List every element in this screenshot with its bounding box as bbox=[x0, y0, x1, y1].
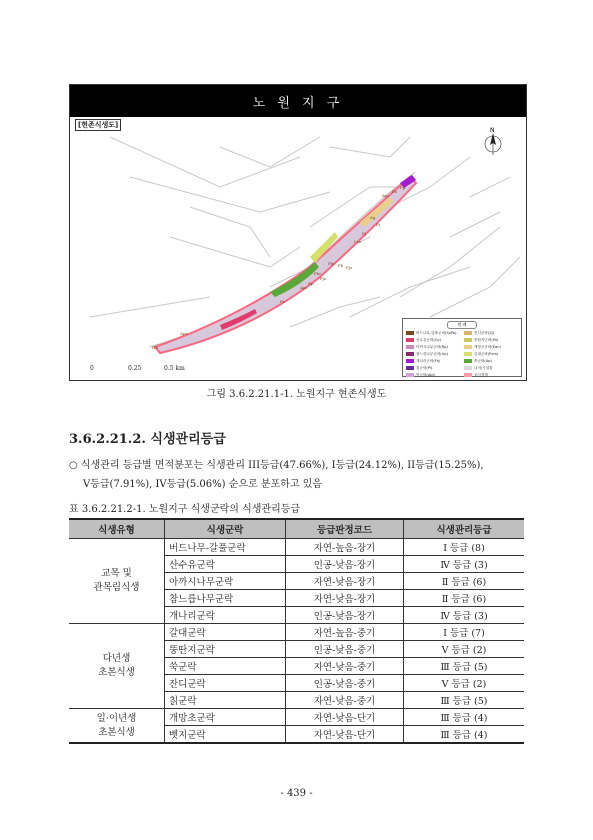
map-label: Pa bbox=[392, 189, 397, 194]
summary-line-2: V등급(7.91%), IV등급(5.06%) 순으로 분포하고 있음 bbox=[83, 479, 323, 490]
map-label: Phr bbox=[314, 271, 322, 276]
section-heading: 3.6.2.21.2. 식생관리등급 bbox=[69, 432, 226, 447]
legend-swatch bbox=[464, 359, 472, 363]
legend-swatch bbox=[406, 373, 414, 377]
legend-item bbox=[406, 337, 464, 343]
legend-swatch bbox=[406, 352, 414, 356]
map-label: Pj bbox=[362, 231, 366, 236]
veg-type-line-1: 일·이년생 bbox=[96, 712, 137, 724]
code-cell: 자연-높음-중기 bbox=[286, 624, 404, 641]
summary-paragraph bbox=[69, 456, 529, 494]
legend-label: 개망초군락(Ean) bbox=[474, 344, 501, 349]
legend-label: 칡군락(Pl) bbox=[416, 365, 433, 370]
summary-line-1: ○ 식생관리 등급별 면적분포는 식생관리 III등급(47.66%), I등급(24.12%), II등급(15.25%), bbox=[69, 460, 484, 471]
legend-title: 범 례 bbox=[447, 321, 477, 329]
header-code: 등급판정코드 bbox=[286, 519, 404, 539]
grade-cell: Ⅲ 등급 (5) bbox=[404, 658, 525, 675]
legend-label: 버드나무-갈풀군락(SxPa) bbox=[416, 330, 457, 335]
legend-item bbox=[464, 337, 520, 343]
map-label: Pr bbox=[280, 299, 285, 304]
map-title: 노 원 지 구 bbox=[70, 85, 526, 117]
code-cell: 자연-낮음-중기 bbox=[286, 692, 404, 709]
legend-label: 아까시나무군락(Rp) bbox=[416, 344, 448, 349]
community-cell: 쑥군락 bbox=[165, 658, 286, 675]
map-label: Rp bbox=[308, 281, 314, 286]
veg-type-cell bbox=[69, 709, 165, 744]
community-cell: 갈대군락 bbox=[165, 624, 286, 641]
legend-swatch bbox=[406, 345, 414, 349]
map-subtitle: [현존식생도] bbox=[75, 119, 121, 131]
veg-type-cell bbox=[69, 624, 165, 709]
river-bank-line bbox=[150, 172, 415, 347]
scale-mid: 0.25 bbox=[128, 365, 142, 372]
grade-cell: Ⅰ 등급 (8) bbox=[404, 539, 525, 556]
code-cell: 인공-낮음-중기 bbox=[286, 641, 404, 658]
map-label: Apr bbox=[180, 331, 188, 336]
veg-type-line-2: 초본식생 bbox=[98, 667, 135, 678]
code-cell: 자연-낮음-장기 bbox=[286, 590, 404, 607]
community-cell: 개망초군락 bbox=[165, 709, 286, 726]
code-cell: 자연-높음-장기 bbox=[286, 539, 404, 556]
legend-swatch bbox=[464, 345, 472, 349]
code-cell: 인공-낮음-중기 bbox=[286, 675, 404, 692]
legend-label: 조사경계 bbox=[474, 372, 488, 377]
map-label: Sg bbox=[370, 215, 376, 220]
header-community: 식생군락 bbox=[165, 519, 286, 539]
legend-item bbox=[464, 351, 520, 357]
legend-item bbox=[406, 330, 464, 336]
grade-cell: Ⅲ 등급 (5) bbox=[404, 692, 525, 709]
grade-cell: Ⅲ 등급 (4) bbox=[404, 709, 525, 726]
table-row bbox=[69, 539, 524, 556]
north-arrow-icon bbox=[483, 125, 503, 157]
code-cell: 자연-낮음-중기 bbox=[286, 658, 404, 675]
management-grade-table bbox=[69, 518, 524, 744]
map-background-lines bbox=[90, 137, 520, 327]
legend-label: 벚군락(Apr) bbox=[416, 372, 436, 377]
table-row bbox=[69, 624, 524, 641]
code-cell: 자연-낮음-단기 bbox=[286, 726, 404, 744]
table-header-row bbox=[69, 519, 524, 539]
north-label: N bbox=[490, 127, 495, 134]
legend-item bbox=[464, 365, 520, 371]
page-number: - 439 - bbox=[280, 788, 313, 799]
code-cell: 인공-낮음-장기 bbox=[286, 607, 404, 624]
legend-item bbox=[406, 351, 464, 357]
legend-swatch bbox=[406, 338, 414, 342]
legend-swatch bbox=[464, 338, 472, 342]
legend-swatch bbox=[406, 359, 414, 363]
grade-cell: Ⅴ 등급 (2) bbox=[404, 675, 525, 692]
legend-item bbox=[464, 358, 520, 364]
legend-swatch bbox=[464, 331, 472, 335]
map-legend bbox=[402, 318, 522, 377]
map-labels bbox=[152, 185, 406, 350]
code-cell: 인공-낮음-장기 bbox=[286, 556, 404, 573]
map-label: Pj bbox=[376, 222, 380, 227]
legend-item bbox=[464, 372, 520, 378]
grade-cell: Ⅱ 등급 (6) bbox=[404, 590, 525, 607]
veg-type-line-2: 초본식생 bbox=[98, 726, 135, 738]
veg-type-line-1: 교목 및 bbox=[101, 568, 132, 579]
grade-cell: Ⅰ 등급 (7) bbox=[404, 624, 525, 641]
scale-bar bbox=[90, 365, 210, 381]
code-cell: 자연-낮음-장기 bbox=[286, 573, 404, 590]
legend-item bbox=[406, 344, 464, 350]
legend-item bbox=[464, 344, 520, 350]
grade-cell: Ⅲ 등급 (4) bbox=[404, 726, 525, 744]
map-label: Lee bbox=[354, 239, 362, 244]
legend-label: 잔디군락(Zj) bbox=[474, 330, 495, 335]
header-veg-type: 식생유형 bbox=[69, 519, 165, 539]
community-cell: 칡군락 bbox=[165, 692, 286, 709]
table-caption: 표 3.6.2.21.2-1. 노원지구 식생군락의 식생관리등급 bbox=[69, 504, 301, 515]
legend-label: 쑥군락(Ap) bbox=[474, 358, 492, 363]
community-cell: 벳지군락 bbox=[165, 726, 286, 744]
scale-zero: 0 bbox=[90, 365, 94, 372]
legend-item bbox=[464, 330, 520, 336]
legend-item bbox=[406, 365, 464, 371]
legend-swatch bbox=[406, 366, 414, 370]
community-cell: 아까시나무군락 bbox=[165, 573, 286, 590]
grade-cell: Ⅳ 등급 (3) bbox=[404, 607, 525, 624]
legend-label: 개나리군락(Fk) bbox=[416, 358, 441, 363]
legend-item bbox=[406, 358, 464, 364]
map-label: Pp bbox=[400, 185, 406, 190]
header-grade: 식생관리등급 bbox=[404, 519, 525, 539]
community-cell: 참느릅나무군락 bbox=[165, 590, 286, 607]
community-cell: 산수유군락 bbox=[165, 556, 286, 573]
legend-label: 나지/시설물 bbox=[474, 365, 493, 370]
legend-label: 산수유군락(Co) bbox=[416, 337, 441, 342]
figure-caption: 그림 3.6.2.21.1-1. 노원지구 현존식생도 bbox=[206, 389, 387, 400]
legend-swatch bbox=[464, 366, 472, 370]
community-cell: 뚱딴지군락 bbox=[165, 641, 286, 658]
legend-swatch bbox=[464, 373, 472, 377]
veg-type-cell bbox=[69, 539, 165, 624]
scale-end: 0.5 km bbox=[164, 365, 185, 372]
table-row bbox=[69, 709, 524, 726]
veg-type-line-2: 관목림식생 bbox=[93, 582, 140, 593]
legend-item bbox=[406, 372, 464, 378]
map-label: Pbr bbox=[328, 261, 336, 266]
legend-swatch bbox=[464, 352, 472, 356]
grade-cell: Ⅱ 등급 (6) bbox=[404, 573, 525, 590]
legend-items bbox=[406, 330, 520, 378]
map-label: Apr bbox=[300, 285, 308, 290]
community-cell: 버드나무-갈풀군락 bbox=[165, 539, 286, 556]
legend-label: 참느릅나무군락(Up) bbox=[416, 351, 449, 356]
community-cell: 개나리군락 bbox=[165, 607, 286, 624]
map-label: Pjo bbox=[346, 265, 353, 270]
code-cell: 자연-낮음-단기 bbox=[286, 709, 404, 726]
legend-swatch bbox=[406, 331, 414, 335]
map-label: Hb bbox=[152, 345, 159, 350]
map-label: Pjo bbox=[320, 276, 327, 281]
grade-cell: Ⅴ 등급 (2) bbox=[404, 641, 525, 658]
grade-cell: Ⅳ 등급 (3) bbox=[404, 556, 525, 573]
legend-label: 뚱딴지군락(Ht) bbox=[474, 337, 499, 342]
table-body bbox=[69, 539, 524, 744]
map-label: Ph bbox=[338, 263, 344, 268]
map-label: Apr bbox=[382, 193, 390, 198]
veg-type-line-1: 다년생 bbox=[102, 653, 131, 664]
legend-label: 갈대군락(Pcm) bbox=[474, 351, 499, 356]
community-cell: 잔디군락 bbox=[165, 675, 286, 692]
vegetation-map-figure bbox=[69, 84, 527, 381]
